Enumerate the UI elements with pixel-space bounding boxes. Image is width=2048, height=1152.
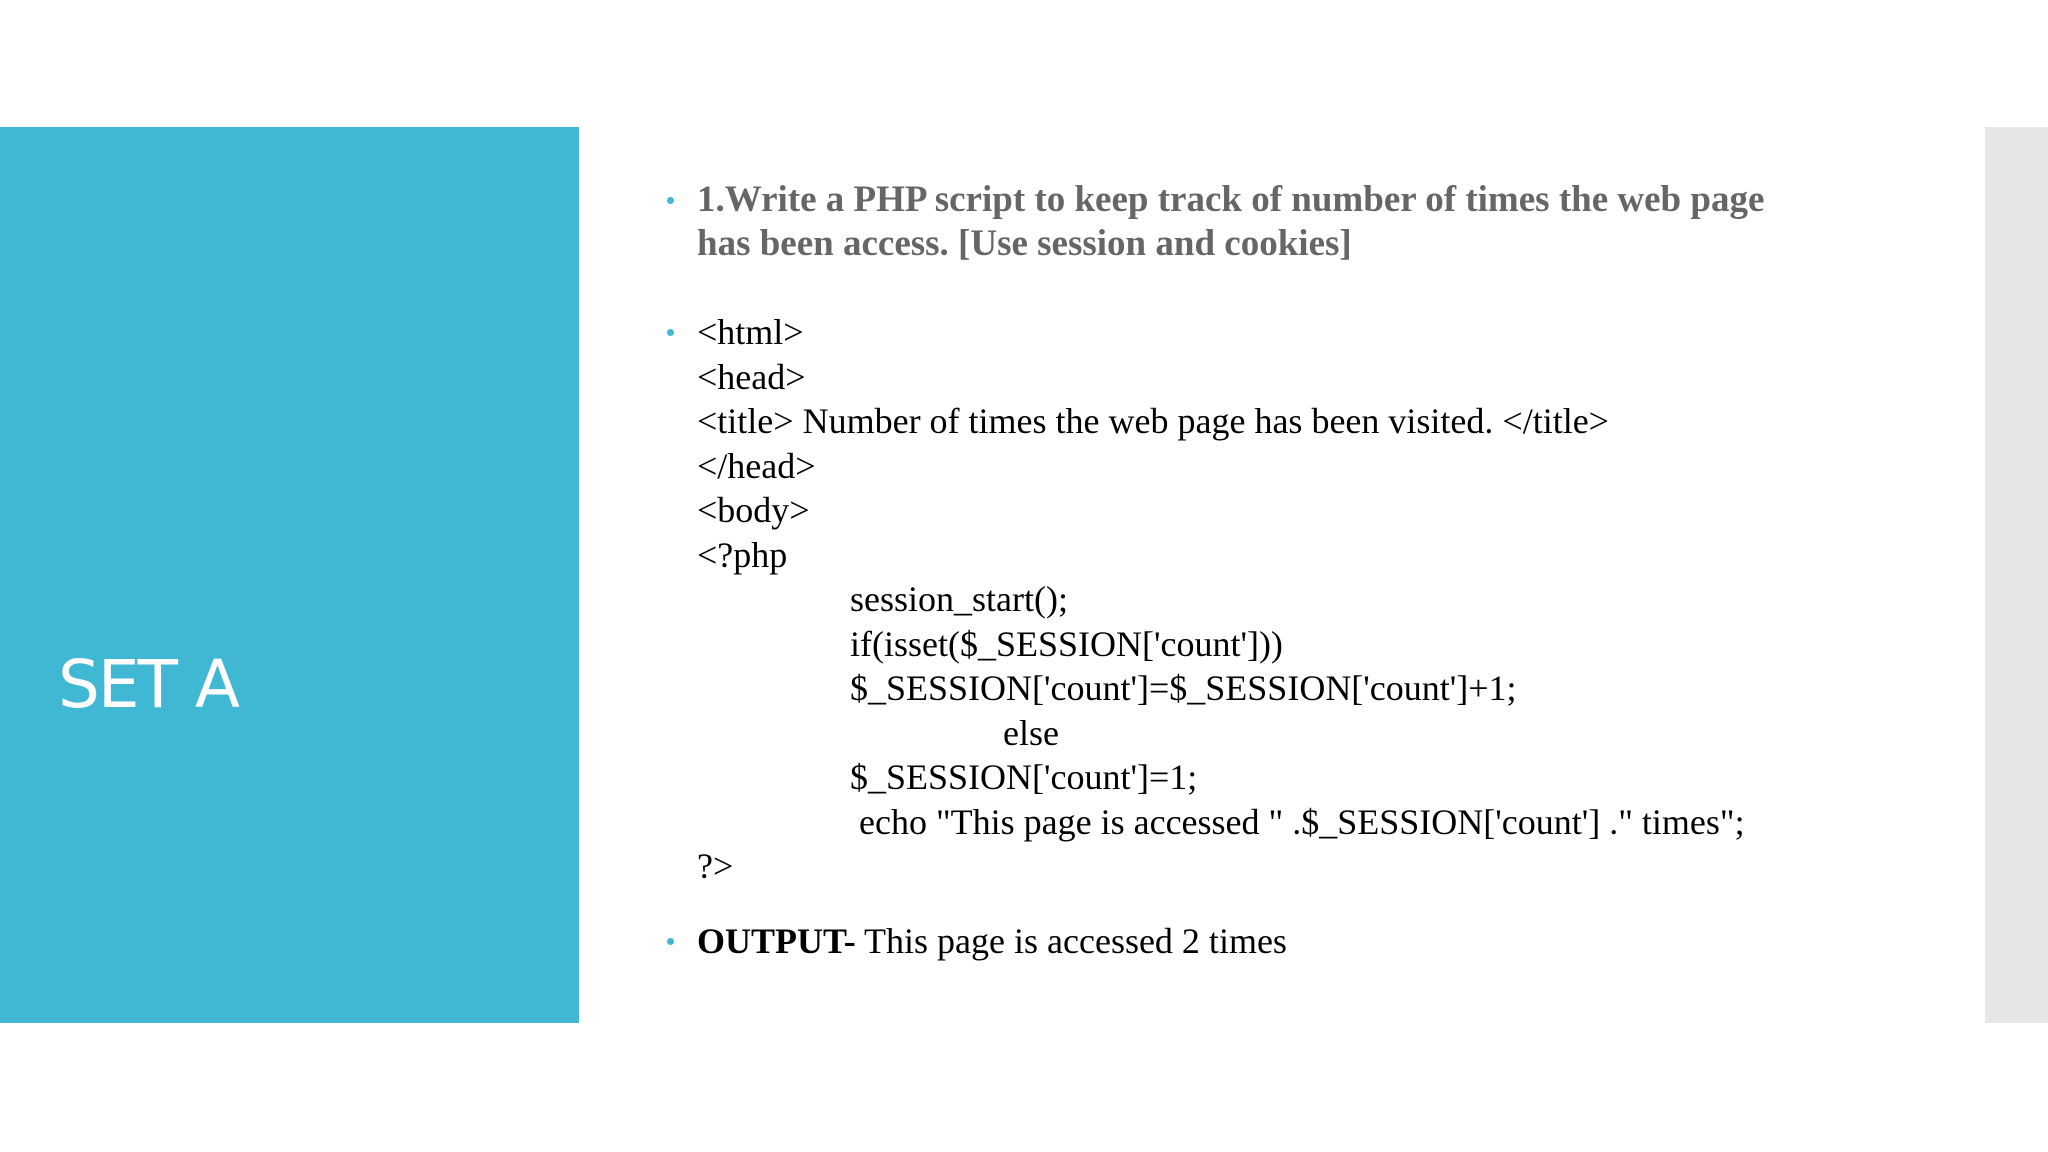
output-bullet [660, 919, 1960, 963]
code-line: <html> [697, 312, 804, 352]
output-label: OUTPUT- [697, 920, 856, 961]
question-line-2: has been access. [Use session and cookies] [697, 223, 1352, 264]
code-line: </head> [697, 445, 816, 486]
output-text: This page is accessed 2 times [855, 920, 1287, 961]
bullet-dot-icon [667, 938, 674, 945]
code-line: <?php [697, 534, 788, 575]
title-panel [0, 127, 579, 1023]
question-line-1: 1.Write a PHP script to keep track of number of times the web page [697, 179, 1765, 220]
code-line: ?> [697, 846, 734, 886]
slide-content [660, 178, 1960, 963]
code-line: <head> [697, 356, 806, 397]
question-bullet [660, 178, 1960, 266]
code-line: <title> Number of times the web page has been visited. </title> [697, 401, 1609, 441]
code-line: echo "This page is accessed " .$_SESSION['count'] ." times"; [859, 801, 1745, 842]
code-line: $_SESSION['count']=1; [850, 757, 1198, 797]
bullet-dot-icon [667, 329, 674, 336]
code-line: $_SESSION['count']=$_SESSION['count']+1; [850, 668, 1517, 708]
code-line: else [1003, 712, 1059, 753]
code-line: <body> [697, 490, 810, 530]
code-bullet [660, 310, 1960, 889]
code-line: if(isset($_SESSION['count'])) [850, 623, 1283, 664]
slide-title: SET A [58, 646, 239, 723]
bullet-dot-icon [667, 197, 674, 204]
side-strip [1985, 127, 2048, 1023]
code-line: session_start(); [850, 579, 1068, 619]
